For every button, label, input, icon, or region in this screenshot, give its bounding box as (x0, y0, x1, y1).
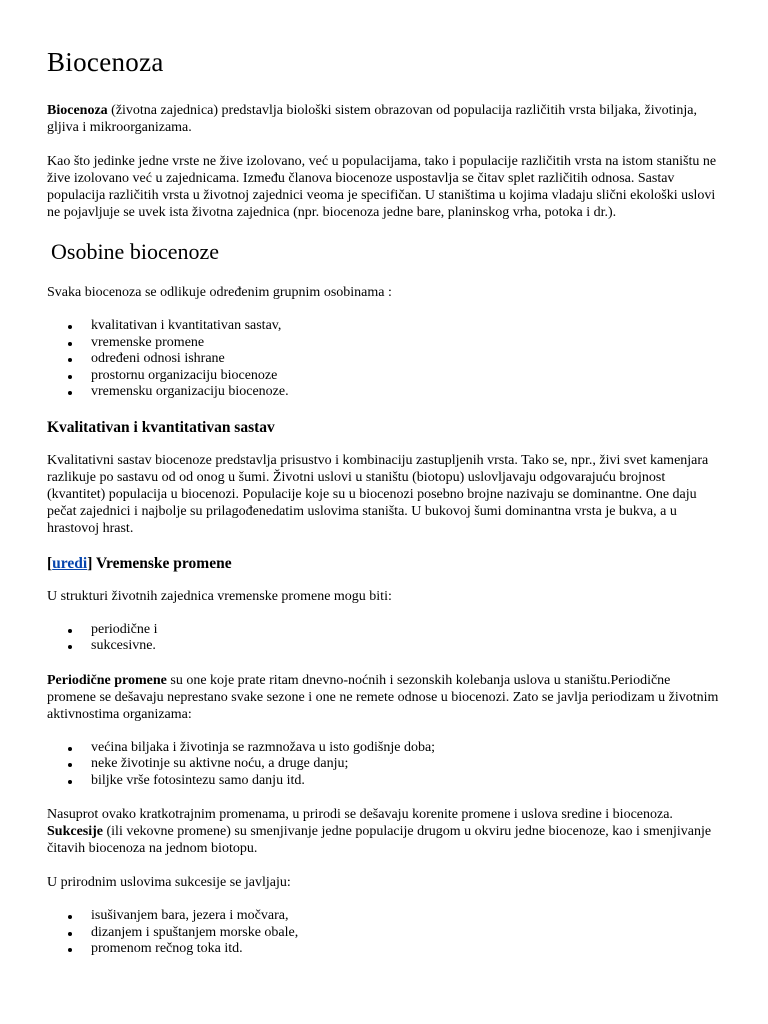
intro-bold-term: Biocenoza (47, 103, 108, 118)
paragraph-sastav: Kvalitativni sastav biocenoze predstavlja prisustvo i kombinaciju zastupljenih vrsta. Tako se, npr., živi svet kamenjara razlikuje po sastavu od od onog u šumi. Životni uslovi u staništu (biotopu) uslovljavaju odgovarajuću brojnost (kvantitet) populacija u biocenozi. Populacije koje su u biocenozi posebno brojne nazivaju se dominantne. One daju pečat zajednici i najbolje su prilagođenedatim uslovima staništa. U bukovoj šumi dominantna vrsta je bukva, a u hrastovoj hrast. (47, 452, 709, 536)
list-item: većina biljaka i životinja se razmnožava u isto godišnje doba; (91, 740, 720, 757)
sukcesije-list (47, 908, 720, 958)
osobine-list (47, 318, 720, 401)
sukcesije-bold: Sukcesije (47, 824, 103, 839)
list-item: neke životinje su aktivne noću, a druge danju; (91, 756, 720, 773)
periodicne-list (47, 740, 720, 790)
promene-list (47, 622, 720, 655)
list-item: dizanjem i spuštanjem morske obale, (91, 925, 720, 942)
list-item: određeni odnosi ishrane (91, 351, 720, 368)
list-item: promenom rečnog toka itd. (91, 941, 720, 958)
list-item: prostornu organizaciju biocenoze (91, 368, 720, 385)
section-heading-text: Vremenske promene (92, 554, 232, 572)
intro-paragraph (47, 102, 720, 136)
list-item: vremensku organizaciju biocenoze. (91, 384, 720, 401)
list-item: isušivanjem bara, jezera i močvara, (91, 908, 720, 925)
periodicne-bold: Periodične promene (47, 672, 167, 688)
paragraph-sukcesije: Nasuprot ovako kratkotrajnim promenama, u prirodi se dešavaju korenite promene i uslova sredine i biocenoza. Sukcesije (ili vekovne promene) su smenjivanje jedne populacije drugom u okviru jedne biocenoze, kao i smenjivanje čitavih biocenoza na jednom biotopu. (47, 807, 712, 856)
section-lead-sukcesije: U prirodnim uslovima sukcesije se javljaju: (47, 875, 291, 890)
page-title: Biocenoza (47, 47, 164, 77)
section-heading-osobine: Osobine biocenoze (51, 239, 219, 264)
list-item: periodične i (91, 622, 720, 639)
edit-link[interactable]: uredi (52, 554, 88, 572)
section-lead-vremenske: U strukturi životnih zajednica vremenske promene mogu biti: (47, 588, 392, 604)
list-item: vremenske promene (91, 335, 720, 352)
paragraph-populations: Kao što jedinke jedne vrste ne žive izolovano, već u populacijama, tako i populacije različitih vrsta na istom staništu ne žive izolovano već u zajednicama. Između članova biocenoze uspostavlja se čitav splet različitih odnosa. Sastav populacija različitih vrsta u životnoj zajednici veoma je specifičan. U staništima u kojima vladaju slični ekološki uslovi ne pojavljuje se uvek ista životna zajednica (npr. biocenoza jedne bare, planinskog vrha, potoka i dr.). (47, 154, 717, 220)
list-item: kvalitativan i kvantitativan sastav, (91, 318, 720, 335)
section-heading-vremenske: [uredi] Vremenske promene (47, 554, 232, 572)
section-heading-sastav: Kvalitativan i kvantitativan sastav (47, 418, 275, 436)
list-item: biljke vrše fotosintezu samo danju itd. (91, 773, 720, 790)
section-lead-osobine: Svaka biocenoza se odlikuje određenim grupnim osobinama : (47, 285, 392, 300)
list-item: sukcesivne. (91, 638, 720, 655)
paragraph-periodicne: Periodične promene su one koje prate ritam dnevno-noćnih i sezonskih kolebanja uslova u staništu.Periodične promene se dešavaju neprestano svake sezone i one ne remete odnose u biocenozi. Zato se javlja periodizam u životnim aktivnostima organizama: (47, 672, 719, 722)
intro-text: (životna zajednica) predstavlja biološki sistem obrazovan od populacija različitih vrsta biljaka, životinja, gljiva i mikroorganizama. (47, 103, 698, 135)
